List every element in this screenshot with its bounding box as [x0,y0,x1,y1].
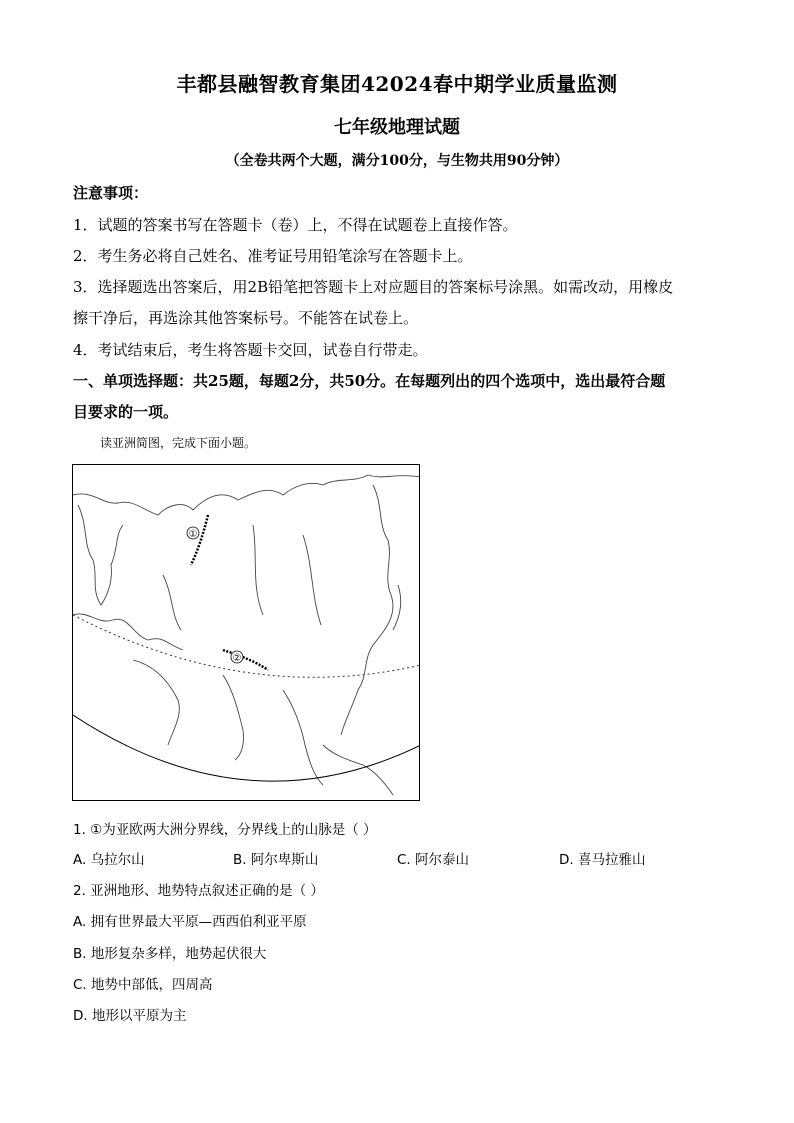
q1-option-c[interactable]: C. 阿尔泰山 [397,852,470,868]
instruction-3a: 3．选择题选出答案后，用2B铅笔把答题卡上对应题目的答案标号涂黑。如需改动，用橡皮 [73,278,674,296]
map-label-1: ① [188,529,198,540]
q1-option-a[interactable]: A. 乌拉尔山 [73,852,145,868]
scandinavia [78,505,123,605]
latitude-arc [73,715,420,781]
instruction-2: 2．考生务必将自己姓名、准考证号用铅笔涂写在答题卡上。 [73,247,473,265]
asia-map-drawing [73,465,420,801]
question-2-stem: 2. 亚洲地形、地势特点叙述正确的是（ ） [73,883,324,899]
arabia [133,660,179,745]
exam-subtitle: 七年级地理试题 [334,117,460,138]
q2-option-a[interactable]: A. 拥有世界最大平原—西西伯利亚平原 [73,914,307,930]
q1-option-b[interactable]: B. 阿尔卑斯山 [233,852,319,868]
q2-option-d[interactable]: D. 地形以平原为主 [73,1008,187,1024]
north-coast [73,475,420,515]
asia-map [72,464,420,801]
himalaya-mountains [223,650,268,670]
instruction-1: 1．试题的答案书写在答题卡（卷）上，不得在试题卷上直接作答。 [73,216,518,234]
river-2 [253,525,263,615]
exam-note: （全卷共两个大题，满分100分，与生物共用90分钟） [225,153,569,169]
section-heading-line2: 目要求的一项。 [73,403,179,421]
europe-south [73,614,183,650]
river-1 [163,575,181,630]
map-label-2: ② [232,653,242,664]
map-caption: 读亚洲简图，完成下面小题。 [100,436,257,450]
section-heading-line1: 一、单项选择题：共25题，每题2分，共50分。在每题列出的四个选项中，选出最符合题 [73,372,666,390]
instruction-4: 4．考试结束后，考生将答题卡交回，试卷自行带走。 [73,341,428,359]
se-asia [283,690,323,785]
question-1-stem: 1. ①为亚欧两大洲分界线，分界线上的山脉是（ ） [73,822,377,838]
east-coast [341,485,393,735]
islands [323,745,393,795]
dotted-latitude-line [73,615,420,677]
exam-title: 丰都县融智教育集团42024春中期学业质量监测 [176,72,618,96]
japan [393,585,401,630]
q2-option-c[interactable]: C. 地势中部低，四周高 [73,977,213,993]
instructions-heading: 注意事项： [73,184,149,202]
india [223,675,244,760]
river-3 [303,535,321,625]
ural-mountains [188,515,208,565]
q2-option-b[interactable]: B. 地形复杂多样，地势起伏很大 [73,946,267,962]
q1-option-d[interactable]: D. 喜马拉雅山 [559,852,646,868]
instruction-3b: 擦干净后，再选涂其他答案标号。不能答在试卷上。 [73,309,419,327]
